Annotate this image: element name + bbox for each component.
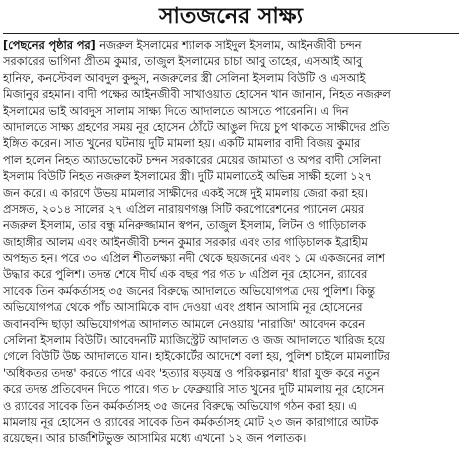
article-line-18: সেলিনা ইসলাম বিউটি। আবেদনটি ম্যাজিস্ট্রেট আদালত ও জজ আদালতে খারিজ হয়ে xyxy=(3,333,385,348)
article-line-14: উদ্ধার করে পুলিশ। তদন্ত শেষে দীর্ঘ এক বছর পর গত ৮ এপ্রিল নূর হোসেন, র‍্যাবের xyxy=(3,267,368,282)
article-line-19: গেলে বিউটি উচ্চ আদালতে যান। হাইকোর্টের আদেশে বলা হয়, পুলিশ চাইলে মামলাটির xyxy=(3,349,390,364)
headline-bar xyxy=(0,0,462,32)
headline-divider xyxy=(3,33,459,34)
article-line-20: 'অধিকতর তদন্ত' করতে পারে এবং 'হত্যার ষড়যন্ত্র ও পরিকল্পনার' ধারা যুক্ত করে নতুন xyxy=(3,365,380,380)
article-line-1: সরকারের ভাগিনা প্রীতম কুমার, তাজুল ইসলামের চাচা আবু তাহের, এসআই আবু xyxy=(3,54,363,69)
article-line-12: জাহাঙ্গীর আলম এবং আইনজীবী চন্দন কুমার সরকার এবং তার গাড়িচালক ইব্রাহীম xyxy=(3,234,368,249)
article-line-0 xyxy=(3,37,459,53)
article-line-24: রয়েছেন। আর চার্জশিটভুক্ত আসামির মধ্যে এখনো ১২ জন পলাতক। xyxy=(3,431,307,446)
article-line-21: করে তদন্ত প্রতিবেদন দিতে পারে। গত ৮ ফেব্রুয়ারি সাত খুনের দুটি মামলায় নূর হোসেন xyxy=(3,382,385,397)
article-line-3: মিজানুর রহমান। বাদী পক্ষের আইনজীবী সাখাওয়াত হোসেন খান জানান, নিহত নজরুল xyxy=(3,87,391,102)
article-line-13: অপহৃত হন। পরে ৩০ এপ্রিল শীতলক্ষ্যা নদী থেকে ছয়জনের এবং ১ মে একজনের লাশ xyxy=(3,251,385,266)
article-line-6: ইঙ্গিত করেন। সাত খুনের ঘটনায় দুটি মামলা হয়। একটি মামলার বাদী বিজয় কুমার xyxy=(3,136,361,151)
article-body xyxy=(3,37,459,461)
headline: সাতজনের সাক্ষ্য xyxy=(159,3,303,29)
article-line-10: প্রসঙ্গত, ২০১৪ সালের ২৭ এপ্রিল নারায়ণগঞ্জ সিটি করপোরেশনের প্যানেল মেয়র xyxy=(3,201,365,216)
article-line-11: নজরুল ইসলাম, তার বন্ধু মনিরুজ্জামান স্বপন, তাজুল ইসলাম, লিটন ও গাড়িচালক xyxy=(3,218,366,233)
article-line-5: আদালতে সাক্ষ্য গ্রহণের সময় নূর হোসেন ঠোঁটে আঙুল দিয়ে চুপ থাকতে সাক্ষীদের প্রতি xyxy=(3,119,390,134)
article-line-7: পাল হলেন নিহত অ্যাডভোকেট চন্দন সরকারের মেয়ের জামাতা ও অপর বাদী সেলিনা xyxy=(3,152,381,167)
continuation-tag: [পেছনের পৃষ্ঠার পর] xyxy=(3,38,96,52)
article-line-15: সাবেক তিন কর্মকর্তাসহ ৩৫ জনের বিরুদ্ধে আদালতে অভিযোগপত্র দেয় পুলিশ। কিন্তু xyxy=(3,283,375,298)
article-line-16: অভিযোগপত্র থেকে পাঁচ আসামিকে বাদ দেওয়া এবং প্রধান আসামি নূর হোসেনের xyxy=(3,300,363,315)
first-line-text: নজরুল ইসলামের শ্যালক সাইদুল ইসলাম, আইনজীবী চন্দন xyxy=(95,38,362,52)
article-line-4: ইসলামের ভাই আবদুস সালাম সাক্ষ্য দিতে আদালতে আসতে পারেননি। এ দিন xyxy=(3,103,349,118)
article-line-22: ও র‍্যাবের সাবেক তিন কর্মকর্তাসহ ৩৫ জনের বিরুদ্ধে অভিযোগ গঠন করা হয়। এ xyxy=(3,398,357,413)
article-line-8: ইসলাম বিউটি নিহত নজরুল ইসলামের স্ত্রী। দুটি মামলাতেই অভিন্ন সাক্ষী হলো ১২৭ xyxy=(3,169,373,184)
article-line-2: হানিফ, কনস্টেবল আবদুল কুদ্দুস, নজরুলের স্ত্রী সেলিনা ইসলাম বিউটি ও এসআই xyxy=(3,70,366,85)
article-line-23: মামলায় নূর হোসেন ও র‍্যাবের সাবেক তিন কর্মকর্তাসহ মোট ২৩ জন কারাগারে আটক xyxy=(3,414,379,429)
article-line-17: জবানবন্দি ছাড়া অভিযোগপত্র আদালত আমলে নেওয়ায় 'নারাজি' আবেদন করেন xyxy=(3,316,365,331)
article-line-9: জন করে। এ কারণে উভয় মামলার সাক্ষীদের একই সঙ্গে দুই মামলায় জেরা করা হয়। xyxy=(3,185,368,200)
